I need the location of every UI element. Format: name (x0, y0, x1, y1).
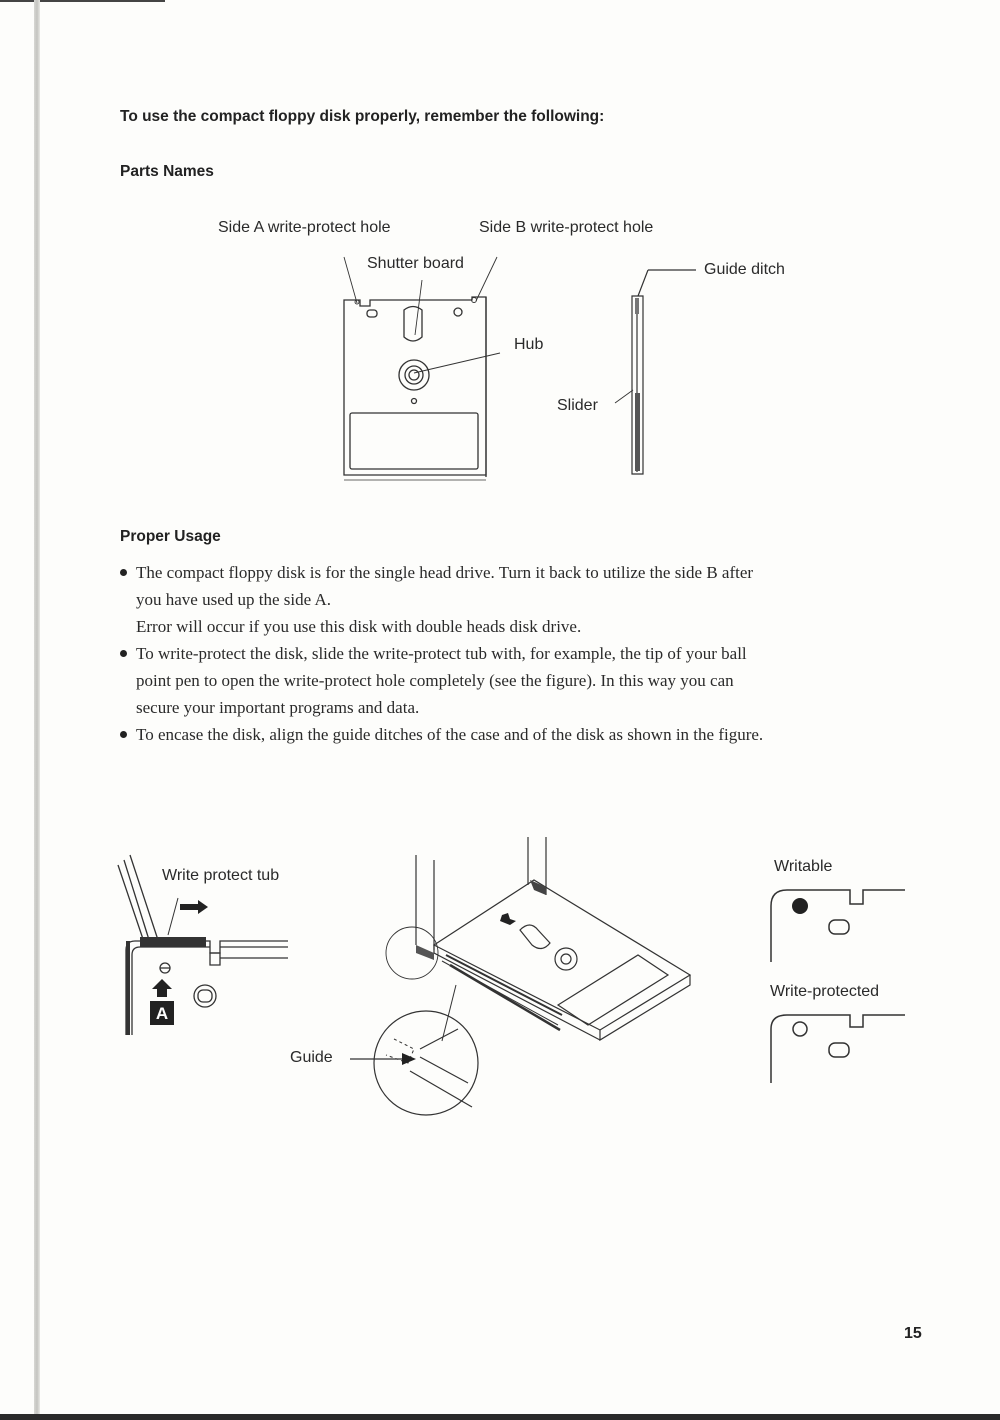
side-b-label: Side B write-protect hole (479, 219, 654, 236)
writable-diagram (765, 882, 910, 967)
hub-outer (399, 360, 429, 390)
bullet-2-line-2: point pen to open the write-protect hole completely (see the figure). In this way you can (136, 671, 734, 690)
guide-ditch-label: Guide ditch (704, 261, 785, 278)
bullet-2-line-1: To write-protect the disk, slide the write-protect tub with, for example, the tip of your ball (136, 644, 747, 663)
right-arrow (180, 900, 208, 914)
shutter-slot (404, 307, 422, 342)
side-a-label: Side A write-protect hole (218, 219, 391, 236)
insert-arrow (500, 913, 516, 925)
page-heading: To use the compact floppy disk properly, remember the following: (120, 108, 605, 125)
write-protected-hole-open (793, 1022, 807, 1036)
write-protect-tub-diagram (110, 855, 310, 1045)
disk-outline (344, 297, 486, 475)
floppy-disk-diagram (330, 245, 530, 485)
shutter-window (520, 925, 550, 949)
disk-case-diagram (350, 835, 700, 1120)
pen-left (118, 865, 145, 945)
usage-bullet-3 (120, 721, 880, 748)
slider-mark (635, 393, 640, 471)
usage-bullet-2 (120, 640, 880, 721)
pen-right (130, 855, 158, 940)
hub-inner (409, 370, 419, 380)
bottom-edge-line (0, 1414, 1000, 1420)
write-protected-diagram (765, 1007, 910, 1087)
left-binding-edge (34, 0, 40, 1420)
proper-usage-title: Proper Usage (120, 528, 221, 545)
leader-slider (615, 390, 633, 403)
disk-hub (555, 948, 577, 970)
write-protect-hole (194, 985, 216, 1007)
page-number: 15 (904, 1325, 922, 1342)
tub-slider (140, 937, 206, 947)
leader-side-a (344, 257, 357, 303)
leader-hub (414, 353, 500, 373)
writable-label: Writable (774, 858, 833, 875)
top-edge-line (0, 0, 165, 2)
label-area (350, 413, 478, 469)
bullet-1-line-3: Error will occur if you use this disk with double heads disk drive. (136, 617, 582, 636)
floppy-side-diagram (600, 268, 710, 478)
side-a-hole (367, 310, 377, 317)
magnify-circle (374, 1011, 478, 1115)
bullet-2-line-3: secure your important programs and data. (136, 698, 420, 717)
bullet-3-line-1: To encase the disk, align the guide ditches of the case and of the disk as shown in the figure. (136, 725, 764, 744)
usage-list (120, 559, 880, 748)
parts-names-title: Parts Names (120, 163, 214, 180)
hub-mid (405, 366, 423, 384)
up-arrow (152, 979, 172, 997)
leader-side-b (476, 257, 497, 301)
index-hole (412, 399, 417, 404)
magnify-leader (442, 985, 456, 1041)
bullet-1-line-2: you have used up the side A. (136, 590, 331, 609)
slider-label: Slider (557, 397, 598, 414)
hub-label: Hub (514, 336, 544, 353)
write-protected-label: Write-protected (770, 983, 880, 1000)
usage-bullet-1 (120, 559, 880, 640)
guide-label: Guide (290, 1049, 333, 1066)
badge-a-letter: A (155, 1004, 169, 1023)
side-b-hole (454, 308, 462, 316)
write-protect-tub-label: Write protect tub (162, 867, 280, 884)
shutter-label: Shutter board (367, 255, 464, 272)
writable-hole-closed (792, 898, 808, 914)
bullet-1-line-1: The compact floppy disk is for the single head drive. Turn it back to utilize the side B after (136, 563, 754, 582)
